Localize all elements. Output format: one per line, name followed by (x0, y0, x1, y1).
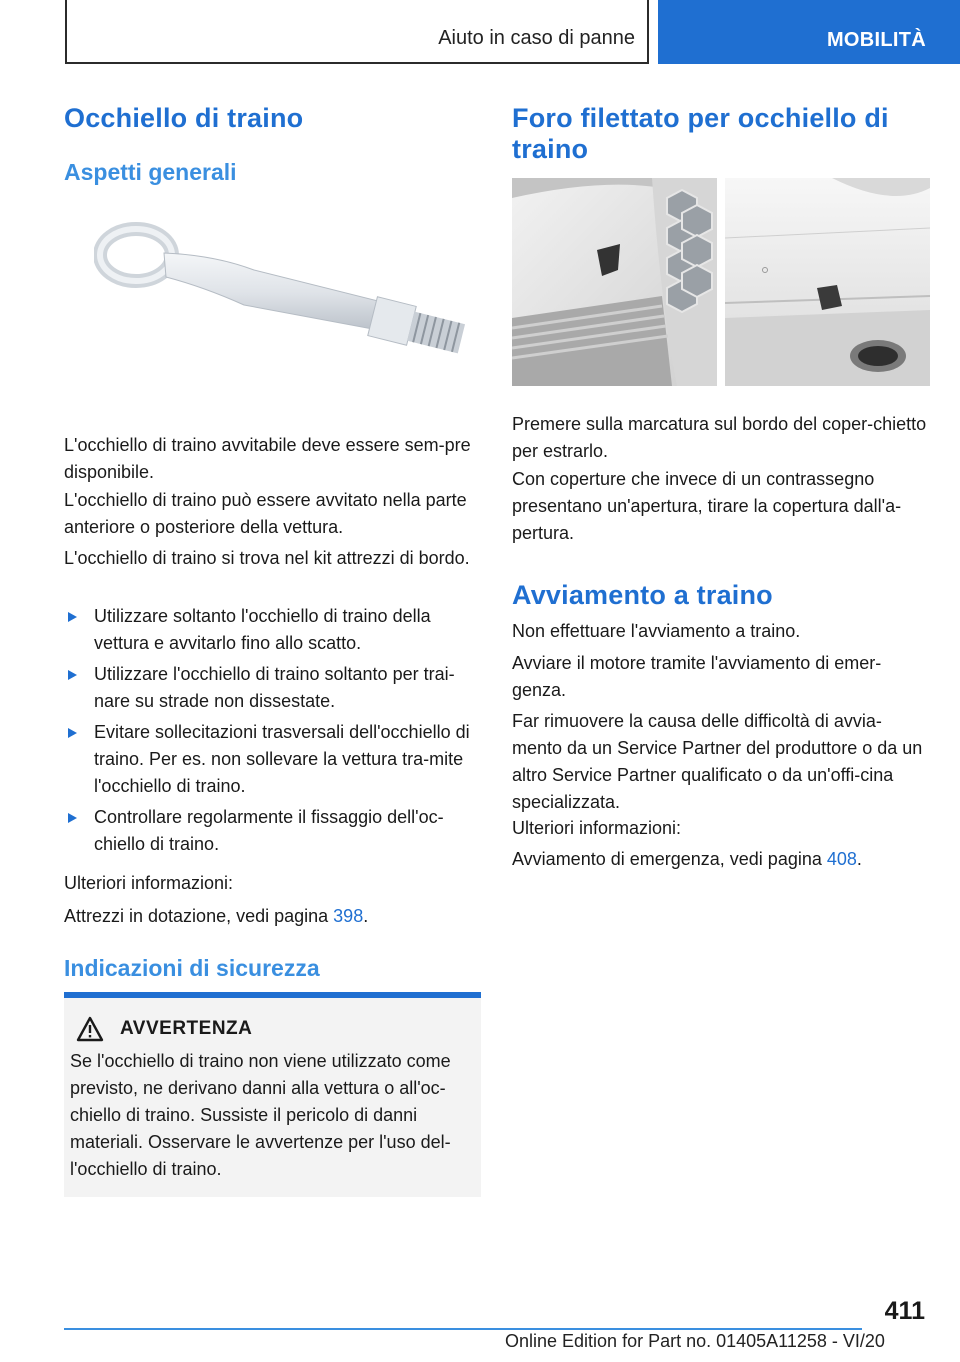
header-section-title: Aiuto in caso di panne (438, 27, 635, 49)
warning-triangle-icon (76, 1016, 104, 1042)
section-title-towing-eye: Occhiello di traino (64, 103, 304, 133)
warning-header (76, 1016, 475, 1042)
footer-edition: Online Edition for Part no. 01405A11258 - VI/20 (505, 1331, 885, 1351)
subsection-title-general: Aspetti generali (64, 159, 237, 185)
more-info-label-right: Ulteriori informazioni: (512, 818, 682, 838)
section-title-threaded-hole: Foro filettato per occhiello di traino (512, 103, 889, 164)
header-chapter-label: MOBILITÀ (826, 29, 926, 51)
paragraph-opening-cover: Con coperture che invece di un contrassegno presentano un'apertura, tirare la copertura dall'a-pertura. (512, 469, 902, 543)
paragraph-availability: L'occhiello di traino avvitabile deve essere sem-pre disponibile. (64, 435, 471, 482)
more-info-label: Ulteriori informazioni: (64, 873, 234, 893)
footer-divider (64, 1328, 862, 1330)
reference-line: Attrezzi in dotazione, vedi pagina 398. (64, 906, 369, 926)
triangle-bullet-icon (68, 813, 77, 823)
instruction-list (64, 603, 481, 858)
triangle-bullet-icon (68, 612, 77, 622)
paragraph-mounting: L'occhiello di traino può essere avvitato nella parte anteriore o posteriore della vettura. (64, 490, 467, 537)
warning-label: AVVERTENZA (120, 1018, 253, 1039)
paragraph-location: L'occhiello di traino si trova nel kit attrezzi di bordo. (64, 548, 470, 568)
page-link-408[interactable]: 408 (826, 849, 857, 869)
list-item: Utilizzare l'occhiello di traino soltanto per trai-nare su strade non dissestate. (64, 661, 481, 715)
paragraph-no-tow-start: Non effettuare l'avviamento a traino. (512, 621, 801, 641)
paragraph-emergency-start: Avviare il motore tramite l'avviamento di emer-genza. (512, 653, 882, 700)
triangle-bullet-icon (68, 728, 77, 738)
bumper-cover-image (512, 178, 930, 386)
paragraph-press-marking: Premere sulla marcatura sul bordo del coper-chietto per estrarlo. (512, 414, 927, 461)
towing-eye-image (94, 215, 474, 390)
subsection-title-safety: Indicazioni di sicurezza (64, 955, 320, 981)
threaded-hole-photos (512, 178, 930, 386)
page-number: 411 (884, 1297, 925, 1325)
header-section-box (65, 0, 649, 64)
warning-box (64, 992, 481, 1197)
paragraph-service-partner: Far rimuovere la causa delle difficoltà di avvia-mento da un Service Partner del produttore o da un altro Service Partner qualificato o da un'offi-cina specializzata. (512, 711, 923, 812)
section-title-tow-start: Avviamento a traino (512, 580, 773, 610)
list-item: Controllare regolarmente il fissaggio dell'oc-chiello di traino. (64, 804, 481, 858)
header-chapter-tab[interactable] (658, 0, 960, 64)
triangle-bullet-icon (68, 670, 77, 680)
list-item: Evitare sollecitazioni trasversali dell'occhiello di traino. Per es. non sollevare la vettura tra-mite l'occhiello di traino. (64, 719, 481, 800)
towing-eye-illustration (94, 215, 474, 390)
reference-line-right: Avviamento di emergenza, vedi pagina 408. (512, 849, 862, 869)
warning-text: Se l'occhiello di traino non viene utilizzato come previsto, ne derivano danni alla vettura o all'oc-chiello di traino. Sussiste il pericolo di danni materiali. Osservare le avvertenze per l'uso del-l'occhiello di traino. (70, 1051, 451, 1179)
page-link-398[interactable]: 398 (333, 906, 364, 926)
list-item: Utilizzare soltanto l'occhiello di traino della vettura e avvitarlo fino allo scatto. (64, 603, 481, 657)
